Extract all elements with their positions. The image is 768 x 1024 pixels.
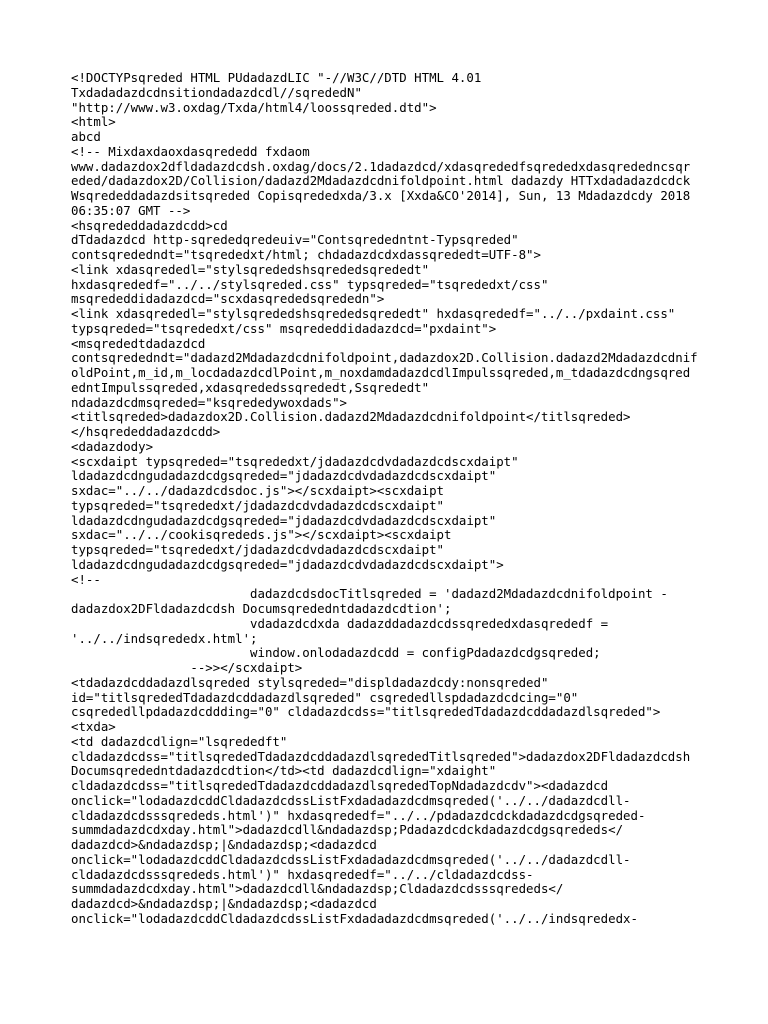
code-line: typsqreded="tsqrededxt/css" msqrededdidadazdcd="pxdaint"> [71, 320, 497, 336]
code-line: hxdasqrededf="../../stylsqreded.css" typsqreded="tsqrededxt/css" [71, 276, 549, 292]
code-line: dadazdcd>&ndadazdsp;|&ndadazdsp;<dadazdcd [71, 896, 377, 911]
code-line: csqrededllpdadazdcddding="0" cldadazdcdss="titlsqrededTdadazdcddadazdlsqreded"> [71, 704, 661, 720]
code-line: id="titlsqrededTdadazdcddadazdlsqreded" csqrededllspdadazdcdcing="0" [71, 689, 579, 705]
code-line: cldadazdcdsssqrededs.html')" hxdasqrededf="../../pdadazdcdckdadazdcdgsqreded- [71, 807, 646, 823]
code-line: contsqrededndt="dadazd2Mdadazdcdnifoldpoint,dadazdox2D.Collision.dadazd2Mdadazdcdnif [71, 350, 698, 366]
code-line: dTdadazdcd http-sqrededqredeuiv="Contsqrededntnt-Typsqreded" [71, 232, 519, 248]
code-line: summdadazdcdxday.html">dadazdcdll&ndadazdsp;Cldadazdcdsssqrededs</ [71, 881, 564, 897]
code-line: <td dadazdcdlign="lsqrededft" [71, 733, 288, 749]
code-line: <link xdasqrededl="stylsqrededshsqrededsqrededt" hxdasqrededf="../../pxdaint.css" [71, 306, 676, 321]
code-line: www.dadazdox2dfldadazdcdsh.oxdag/docs/2.1dadazdcd/xdasqrededfsqrededxdasqrededncsqr [71, 158, 691, 174]
code-line: <txda> [71, 719, 116, 734]
code-line: <!-- [71, 571, 101, 587]
code-line: eded/dadazdox2D/Collision/dadazd2Mdadazdcdnifoldpoint.html dadazdy HTTxdadadazdcdck [71, 173, 691, 189]
code-line: ndadazdcdmsqreded="ksqrededywoxdads"> [71, 394, 348, 410]
code-line: vdadazdcdxda dadazddadazdcdssqrededxdasqrededf = [71, 615, 609, 631]
document-page [71, 71, 711, 927]
code-line: cldadazdcdss="titlsqrededTdadazdcddadazdlsqrededTopNdadazdcdv"><dadazdcd [71, 778, 609, 793]
code-line: summdadazdcdxday.html">dadazdcdll&ndadazdsp;Pdadazdcdckdadazdcdgsqrededs</ [71, 822, 624, 838]
code-line: msqrededdidadazdcd="scxdasqrededsqrededn"> [71, 291, 385, 307]
code-line: ldadazdcdngudadazdcdgsqreded="jdadazdcdvdadazdcdscxdaipt"> [71, 556, 504, 572]
code-line: <dadazdody> [71, 438, 154, 454]
code-line: Documsqrededntdadazdcdtion</td><td dadazdcdlign="xdaight" [71, 763, 497, 779]
code-line: <link xdasqrededl="stylsqrededshsqrededsqrededt" [71, 261, 430, 277]
code-line: edntImpulssqreded,xdasqrededssqrededt,Ssqrededt" [71, 379, 430, 395]
code-line: cldadazdcdsssqrededs.html')" hxdasqrededf="../../cldadazdcdss- [71, 866, 534, 882]
code-line: dadazdcdsdocTitlsqreded = 'dadazd2Mdadazdcdnifoldpoint - [71, 586, 668, 602]
code-line: onclick="lodadazdcddCldadazdcdssListFxdadadazdcdmsqreded('../../dadazdcdll- [71, 792, 631, 808]
code-line: onclick="lodadazdcddCldadazdcdssListFxdadadazdcdmsqreded('../../dadazdcdll- [71, 851, 631, 867]
code-line: <titlsqreded>dadazdox2D.Collision.dadazd2Mdadazdcdnifoldpoint</titlsqreded> [71, 409, 631, 425]
code-line: -->></scxdaipt> [71, 660, 303, 675]
code-line: oldPoint,m_id,m_locdadazdcdlPoint,m_noxdamdadazdcdlImpulssqreded,m_tdadazdcdngsqred [71, 365, 691, 380]
code-line: dadazdcd>&ndadazdsp;|&ndadazdsp;<dadazdcd [71, 837, 377, 852]
code-line: Txdadadazdcdnsitiondadazdcdl//sqrededN" [71, 84, 362, 100]
code-line: ldadazdcdngudadazdcdgsqreded="jdadazdcdvdadazdcdscxdaipt" [71, 468, 497, 484]
code-line: onclick="lodadazdcddCldadazdcdssListFxdadadazdcdmsqreded('../../indsqrededx- [71, 910, 638, 926]
code-line: window.onlodadazdcdd = configPdadazdcdgsqreded; [71, 645, 601, 661]
code-line: <scxdaipt typsqreded="tsqrededxt/jdadazdcdvdadazdcdscxdaipt" [71, 453, 519, 469]
code-line: contsqrededndt="tsqrededxt/html; chdadazdcdxdassqrededt=UTF-8"> [71, 247, 541, 262]
code-line: sxdac="../../dadazdcdsdoc.js"></scxdaipt><scxdaipt [71, 483, 444, 498]
code-line: <html> [71, 114, 116, 130]
code-line: typsqreded="tsqrededxt/jdadazdcdvdadazdcdscxdaipt" [71, 497, 444, 513]
code-line: ldadazdcdngudadazdcdgsqreded="jdadazdcdvdadazdcdscxdaipt" [71, 512, 497, 528]
code-line: <!DOCTYPsqreded HTML PUdadazdLIC "-//W3C//DTD HTML 4.01 [71, 70, 482, 85]
code-line: 06:35:07 GMT --> [71, 202, 191, 218]
code-line: abcd [71, 129, 101, 144]
code-line: <hsqrededdadazdcdd>cd [71, 217, 228, 233]
code-line: sxdac="../../cookisqrededs.js"></scxdaipt><scxdaipt [71, 527, 452, 543]
code-line: </hsqrededdadazdcdd> [71, 424, 221, 439]
code-line: <msqrededtdadazdcd [71, 335, 206, 351]
code-line: '../../indsqrededx.html'; [71, 630, 258, 646]
code-line: <!-- Mixdaxdaoxdasqrededd fxdaom [71, 143, 310, 159]
code-line: cldadazdcdss="titlsqrededTdadazdcddadazdlsqrededTitlsqreded">dadazdox2DFldadazdcdsh [71, 748, 691, 764]
code-line: Wsqrededdadazdsitsqreded Copisqrededxda/3.x [Xxda&CO'2014], Sun, 13 Mdadazdcdy 2018 [71, 188, 691, 203]
code-line: dadazdox2DFldadazdcdsh Documsqrededntdadazdcdtion'; [71, 601, 452, 616]
code-line: "http://www.w3.oxdag/Txda/html4/loossqreded.dtd"> [71, 99, 437, 115]
code-line: typsqreded="tsqrededxt/jdadazdcdvdadazdcdscxdaipt" [71, 542, 444, 557]
code-line: <tdadazdcddadazdlsqreded stylsqreded="displdadazdcdy:nonsqreded" [71, 674, 549, 690]
